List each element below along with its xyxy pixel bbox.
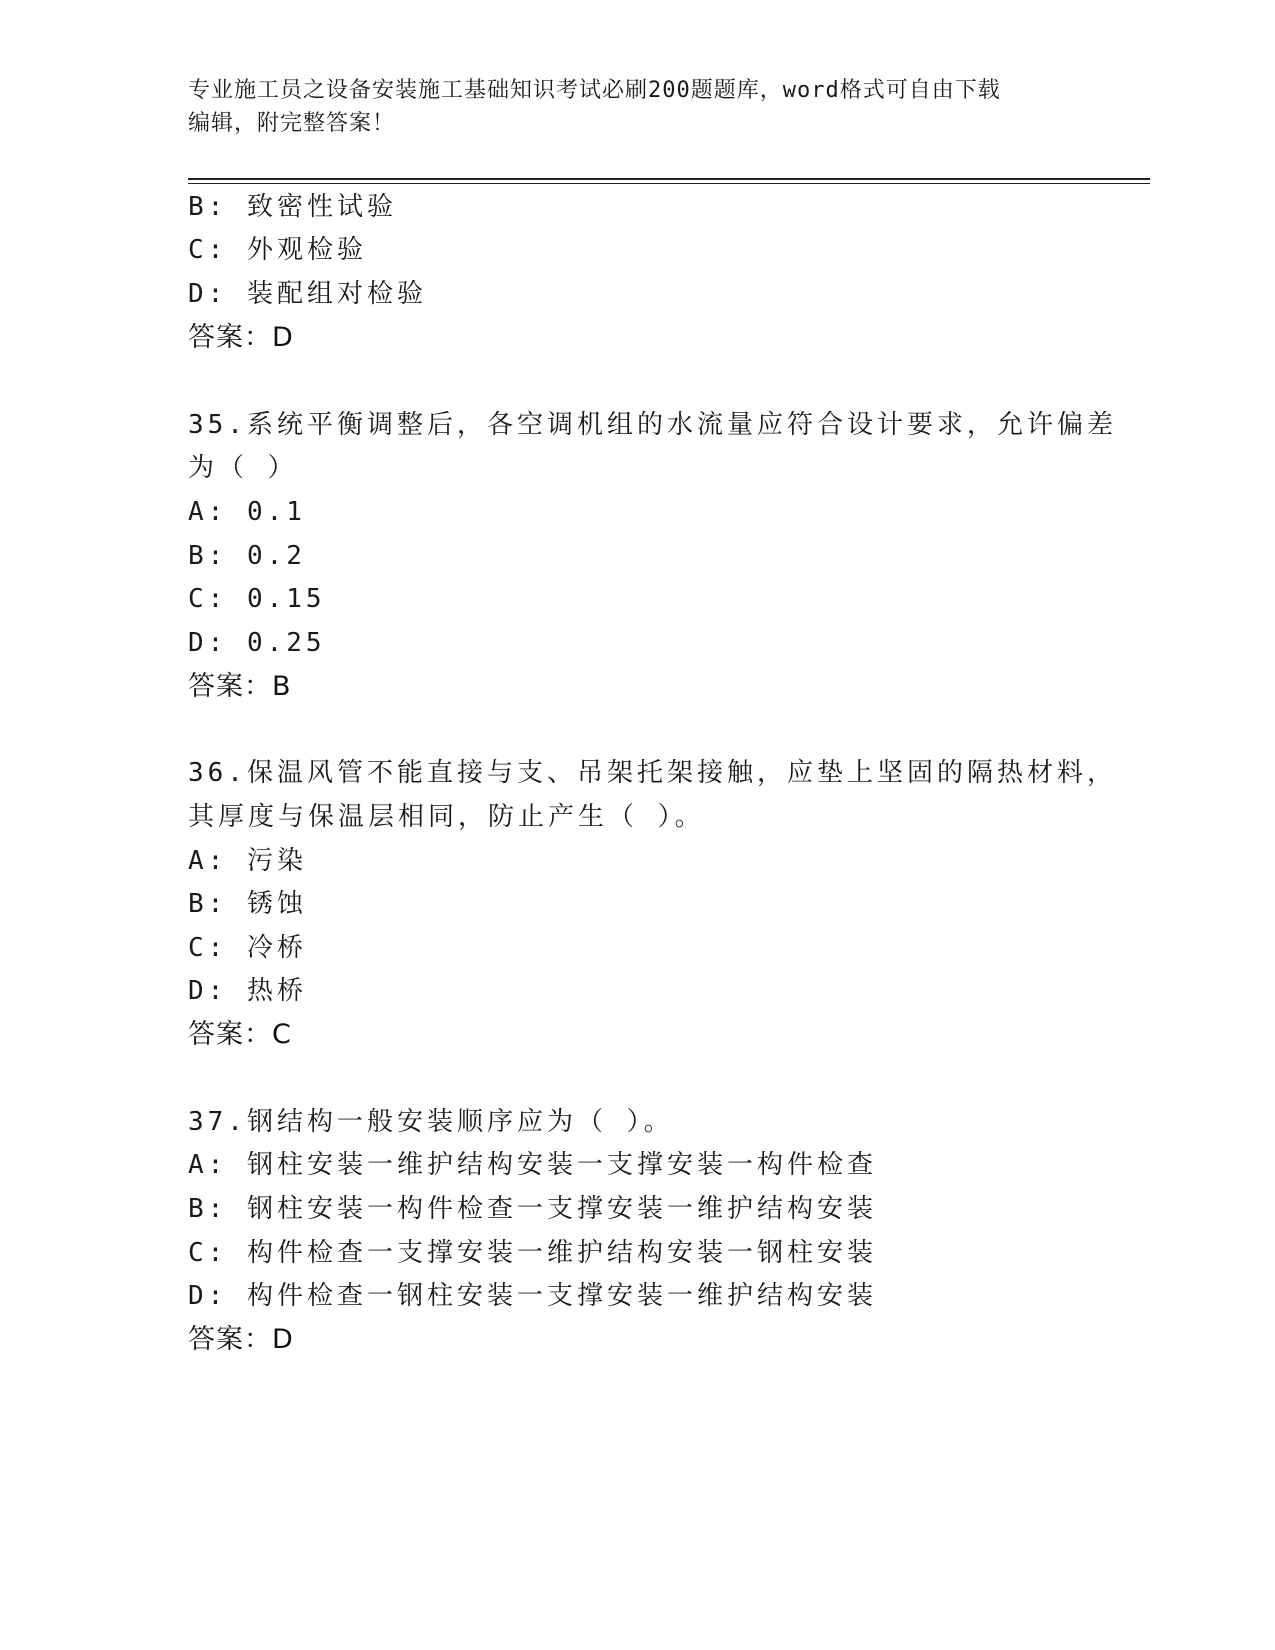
q36-answer: 答案：C xyxy=(188,1019,292,1050)
q35-stem-line-1: 35.系统平衡调整后，各空调机组的水流量应符合设计要求，允许偏差 xyxy=(188,410,1117,440)
prev-option-c: C: 外观检验 xyxy=(188,235,367,265)
prev-answer: 答案：D xyxy=(188,322,294,353)
q35-answer: 答案：B xyxy=(188,671,292,702)
q37-stem-line-1: 37.钢结构一般安装顺序应为（ ）。 xyxy=(188,1107,674,1137)
header-line-2: 编辑，附完整答案！ xyxy=(188,111,396,136)
q37-option-a: A: 钢柱安装一维护结构安装一支撑安装一构件检查 xyxy=(188,1150,877,1180)
q35-option-a: A: 0.1 xyxy=(188,497,306,527)
q37-option-b: B: 钢柱安装一构件检查一支撑安装一维护结构安装 xyxy=(188,1194,877,1224)
q37-answer: 答案：D xyxy=(188,1324,294,1355)
q35-option-d: D: 0.25 xyxy=(188,628,326,658)
q36-stem-line-1: 36.保温风管不能直接与支、吊架托架接触，应垫上坚固的隔热材料， xyxy=(188,758,1117,788)
q36-stem-line-2: 其厚度与保温层相同，防止产生（ ）。 xyxy=(188,802,705,832)
document-header xyxy=(188,74,1068,140)
q37-option-d: D: 构件检查一钢柱安装一支撑安装一维护结构安装 xyxy=(188,1281,877,1311)
header-divider-thick xyxy=(188,178,1150,180)
prev-option-b: B: 致密性试验 xyxy=(188,192,397,222)
q36-option-d: D: 热桥 xyxy=(188,976,307,1006)
header-divider-thin xyxy=(188,183,1150,184)
q36-option-c: C: 冷桥 xyxy=(188,933,307,963)
prev-option-d: D: 装配组对检验 xyxy=(188,279,427,309)
q35-option-c: C: 0.15 xyxy=(188,584,326,614)
q37-option-c: C: 构件检查一支撑安装一维护结构安装一钢柱安装 xyxy=(188,1238,877,1268)
q35-option-b: B: 0.2 xyxy=(188,541,306,571)
q36-option-a: A: 污染 xyxy=(188,846,307,876)
q35-stem-line-2: 为（ ） xyxy=(188,453,298,483)
header-line-1: 专业施工员之设备安装施工基础知识考试必刷200题题库，word格式可自由下载 xyxy=(188,78,1001,103)
q36-option-b: B: 锈蚀 xyxy=(188,889,307,919)
